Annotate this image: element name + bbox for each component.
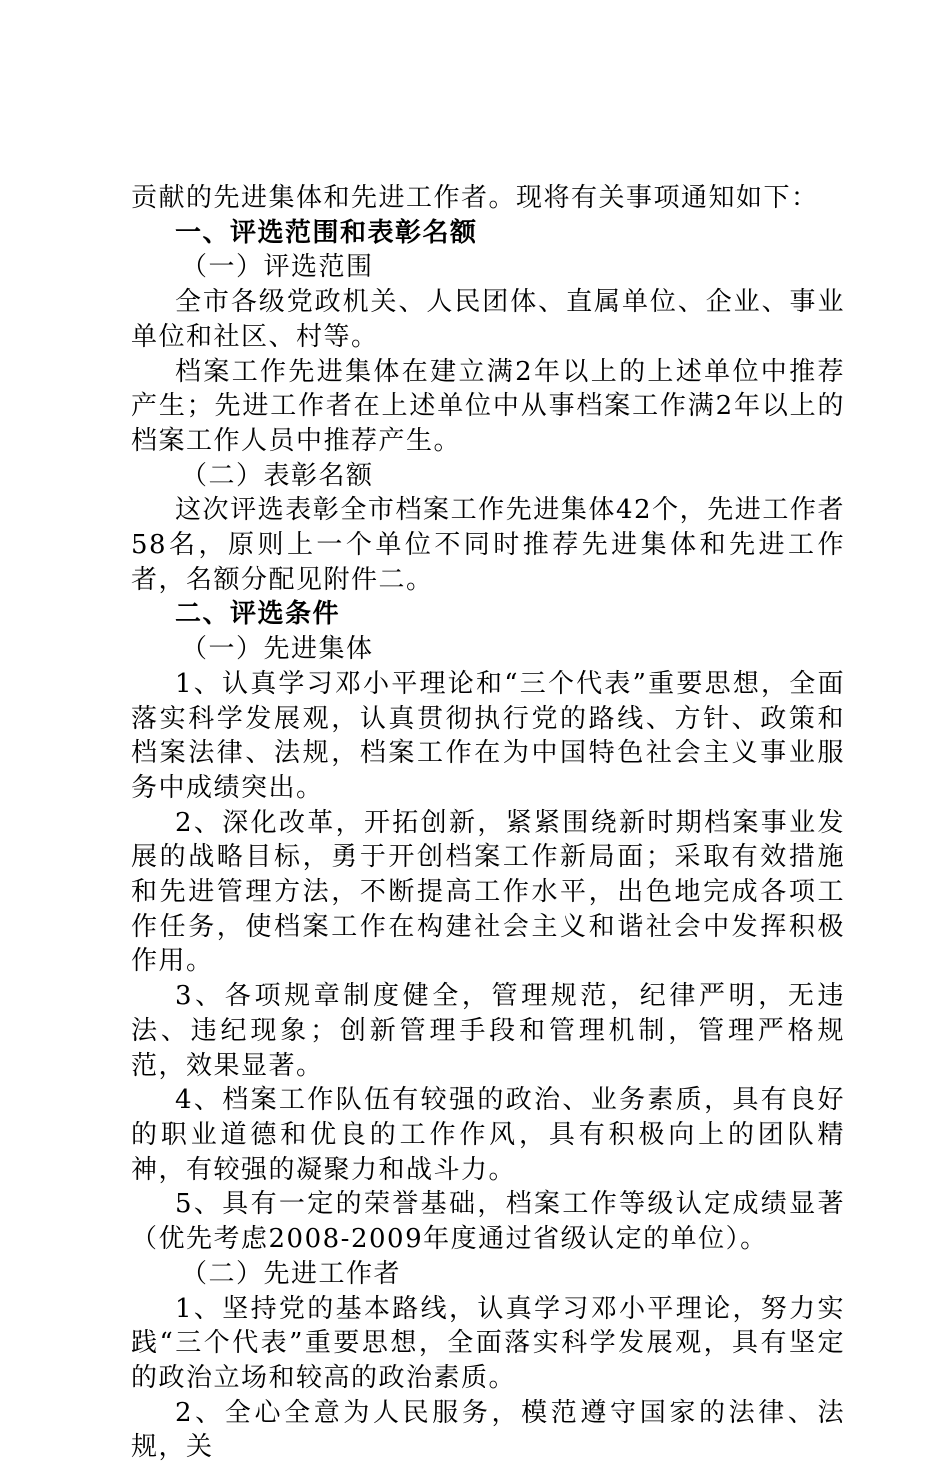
section-heading-criteria: 二、评选条件 [175, 599, 341, 630]
subsection-heading-scope: （一）评选范围 [181, 252, 374, 283]
criteria-item: 5、具有一定的荣誉基础，档案工作等级认定成绩显著（优先考虑2008-2009年度通过省级认定的单位）。 [131, 1189, 845, 1255]
subsection-heading-advanced-collective: （一）先进集体 [181, 634, 374, 665]
paragraph-quota: 这次评选表彰全市档案工作先进集体42个，先进工作者58名，原则上一个单位不同时推荐先进集体和先进工作者，名额分配见附件二。 [131, 495, 845, 595]
criteria-item: 2、深化改革，开拓创新，紧紧围绕新时期档案事业发展的战略目标，勇于开创档案工作新局面；采取有效措施和先进管理方法，不断提高工作水平，出色地完成各项工作任务，使档案工作在构建社会主义和谐社会中发挥积极作用。 [131, 807, 845, 977]
subsection-heading-quota: （二）表彰名额 [181, 460, 374, 491]
section-heading-scope-and-quota: 一、评选范围和表彰名额 [175, 217, 478, 248]
paragraph-scope-requirements: 档案工作先进集体在建立满2年以上的上述单位中推荐产生；先进工作者在上述单位中从事档案工作满2年以上的档案工作人员中推荐产生。 [131, 356, 845, 456]
subsection-heading-advanced-worker: （二）先进工作者 [181, 1258, 402, 1289]
criteria-item: 2、全心全意为人民服务，模范遵守国家的法律、法规，关 [131, 1397, 845, 1463]
document-body [131, 181, 845, 1465]
criteria-item: 3、各项规章制度健全，管理规范，纪律严明，无违法、违纪现象；创新管理手段和管理机制，管理严格规范，效果显著。 [131, 981, 845, 1081]
paragraph-scope-units: 全市各级党政机关、人民团体、直属单位、企业、事业单位和社区、村等。 [131, 287, 845, 352]
criteria-item: 1、坚持党的基本路线，认真学习邓小平理论，努力实践“三个代表”重要思想，全面落实科学发展观，具有坚定的政治立场和较高的政治素质。 [131, 1293, 845, 1393]
paragraph-intro-continuation: 贡献的先进集体和先进工作者。现将有关事项通知如下： [131, 183, 819, 213]
criteria-item: 4、档案工作队伍有较强的政治、业务素质，具有良好的职业道德和优良的工作作风，具有积极向上的团队精神，有较强的凝聚力和战斗力。 [131, 1085, 845, 1185]
criteria-item: 1、认真学习邓小平理论和“三个代表”重要思想，全面落实科学发展观，认真贯彻执行党的路线、方针、政策和档案法律、法规，档案工作在为中国特色社会主义事业服务中成绩突出。 [131, 668, 845, 803]
